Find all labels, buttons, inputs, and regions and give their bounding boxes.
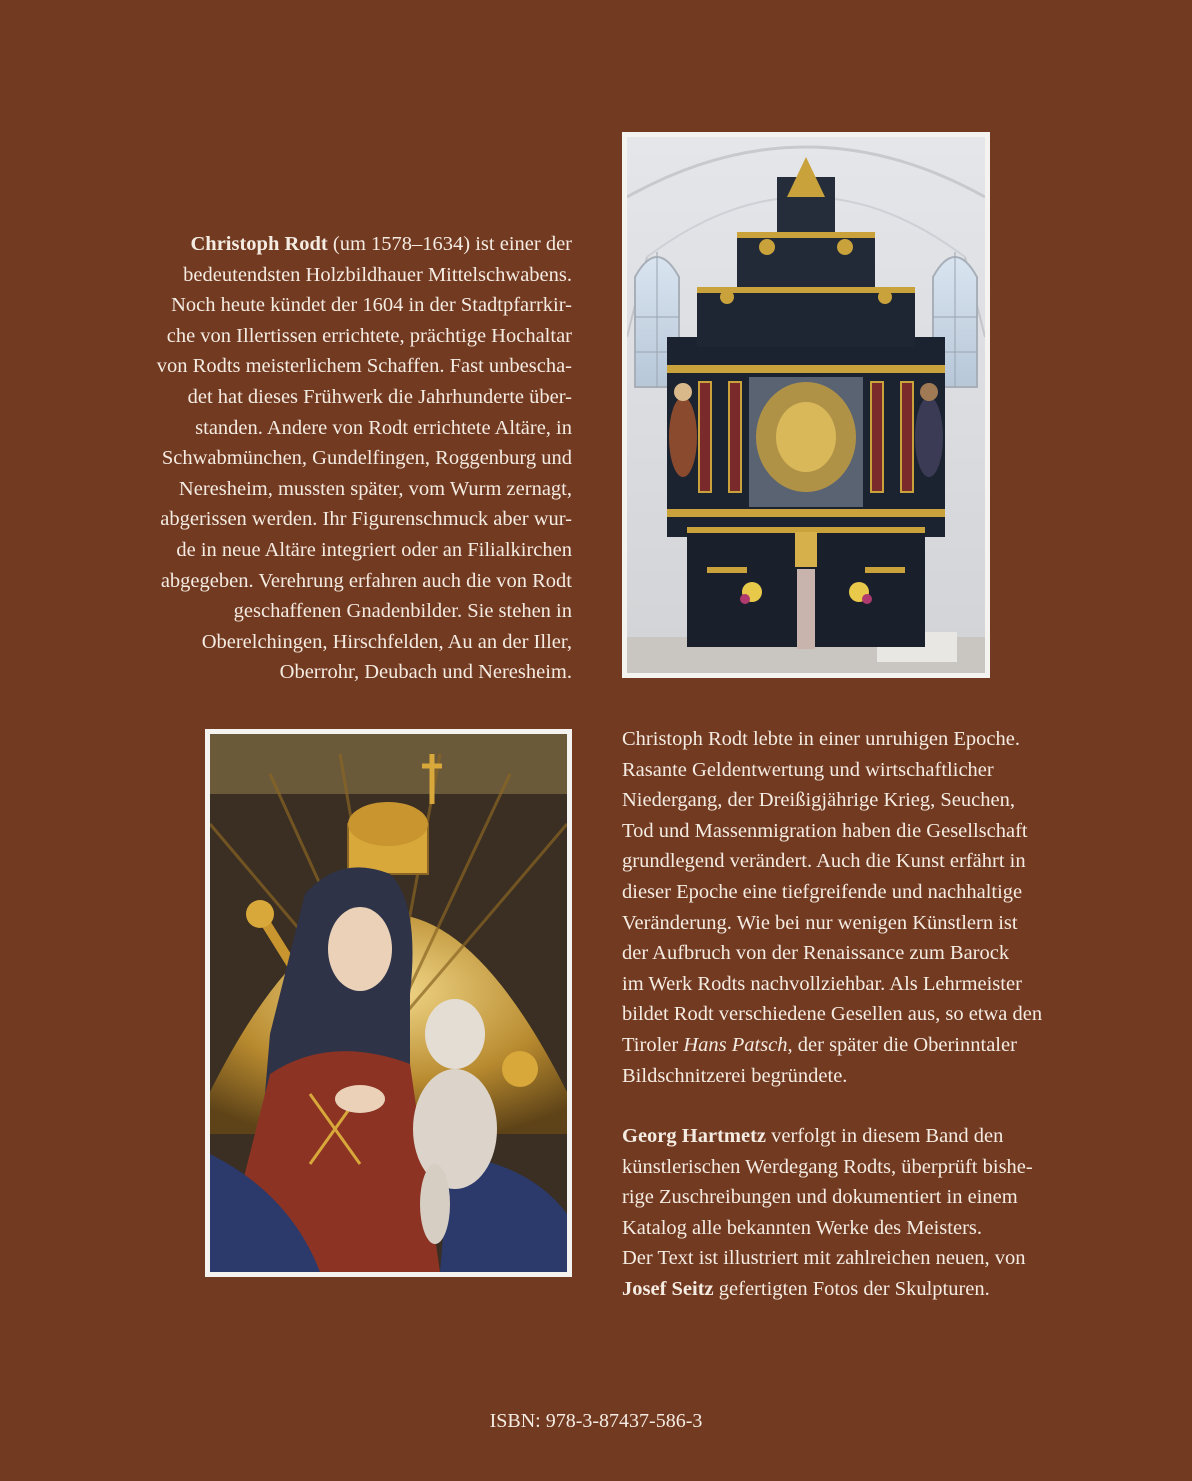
madonna-photo (205, 729, 572, 1277)
epoch-line: der Aufbruch von der Renaissance zum Barock (622, 942, 1010, 965)
intro-line: Oberelchingen, Hirschfelden, Au an der Iller, (201, 630, 572, 653)
intro-line: det hat dieses Frühwerk die Jahrhunderte über- (187, 385, 572, 408)
epoch-line: grundlegend verändert. Auch die Kunst erfährt in (622, 850, 1026, 873)
intro-line: che von Illertissen errichtete, prächtige Hochaltar (166, 324, 572, 347)
author-line: künstlerischen Werdegang Rodts, überprüft bishe- (622, 1155, 1033, 1178)
epoch-line: Tod und Massenmigration haben die Gesellschaft (622, 819, 1028, 842)
author-line-1: Georg Hartmetz verfolgt in diesem Band den (622, 1125, 1004, 1147)
intro-line: de in neue Altäre integriert oder an Filialkirchen (176, 538, 572, 561)
intro-line: von Rodts meisterlichem Schaffen. Fast unbescha- (156, 355, 572, 378)
intro-line: geschaffenen Gnadenbilder. Sie stehen in (233, 600, 572, 623)
intro-line: abgegeben. Verehrung erfahren auch die von Rodt (160, 569, 572, 592)
isbn: ISBN: 978-3-87437-586-3 (489, 1410, 703, 1432)
author-line-last: Josef Seitz gefertigten Fotos der Skulpturen. (622, 1277, 990, 1300)
author-line: Katalog alle bekannten Werke des Meisters. (622, 1216, 983, 1239)
intro-line-1: Christoph Rodt (um 1578–1634) ist einer der (190, 233, 572, 255)
author-paragraph (622, 1121, 1122, 1305)
epoch-line-11: Tiroler Hans Patsch, der später die Oberinntaler (622, 1033, 1017, 1056)
intro-paragraph (60, 229, 572, 688)
author-line: rige Zuschreibungen und dokumentiert in einem (622, 1186, 1018, 1209)
intro-line: Oberrohr, Deubach und Neresheim. (279, 661, 572, 684)
photographer-name: Josef Seitz (622, 1277, 714, 1300)
epoch-line: Bildschnitzerei begründete. (622, 1064, 848, 1087)
altar-illustration (627, 137, 985, 673)
author-line: Der Text ist illustriert mit zahlreichen neuen, von (622, 1247, 1026, 1270)
intro-line: abgerissen werden. Ihr Figurenschmuck aber wur- (160, 508, 572, 531)
epoch-line: Niedergang, der Dreißigjährige Krieg, Seuchen, (622, 789, 1015, 812)
epoch-line: Veränderung. Wie bei nur wenigen Künstlern ist (622, 911, 1018, 934)
epoch-line: Christoph Rodt lebte in einer unruhigen Epoche. (622, 728, 1020, 750)
intro-line: Neresheim, mussten später, vom Wurm zernagt, (178, 477, 572, 500)
epoch-line: dieser Epoche eine tiefgreifende und nachhaltige (622, 880, 1023, 903)
intro-line: standen. Andere von Rodt errichtete Altäre, in (195, 416, 572, 439)
apprentice-name: Hans Patsch (683, 1033, 788, 1056)
intro-line: Schwabmünchen, Gundelfingen, Roggenburg und (161, 447, 572, 470)
epoch-line: Rasante Geldentwertung und wirtschaftlicher (622, 758, 994, 781)
madonna-illustration (210, 734, 567, 1272)
altar-photo (622, 132, 990, 678)
author-name: Georg Hartmetz (622, 1125, 766, 1147)
epoch-line: im Werk Rodts nachvollziehbar. Als Lehrmeister (622, 972, 1022, 995)
intro-line: Noch heute kündet der 1604 in der Stadtpfarrkir- (171, 294, 572, 317)
intro-line: bedeutendsten Holzbildhauer Mittelschwabens. (183, 263, 572, 286)
epoch-paragraph (622, 724, 1122, 1091)
epoch-line: bildet Rodt verschiedene Gesellen aus, so etwa den (622, 1003, 1043, 1026)
artist-name: Christoph Rodt (190, 233, 328, 255)
